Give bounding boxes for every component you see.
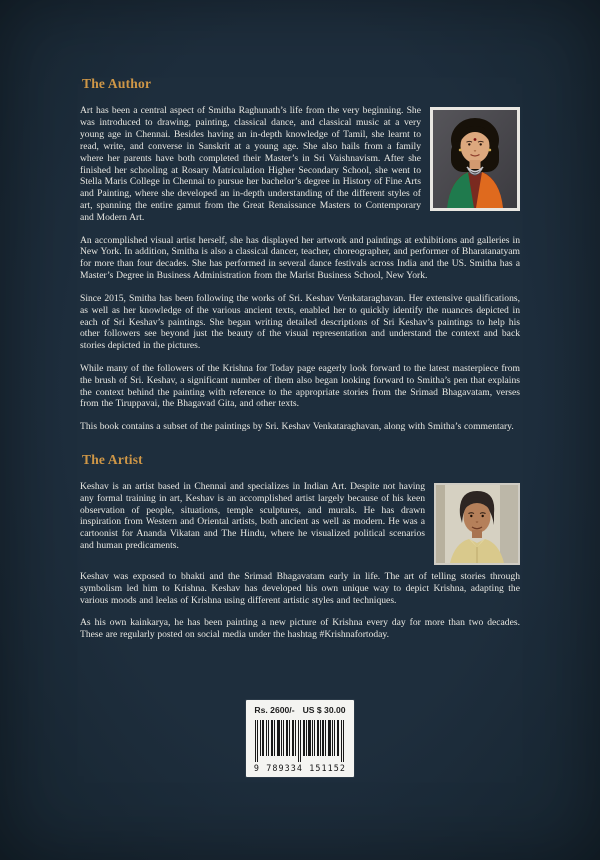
author-paragraph: While many of the followers of the Krishna for Today page eagerly look forward to the latest masterpiece from the brush of Sri. Keshav, a significant number of them also began looking forward to Smitha’s pen that explains the context behind the painting with reference to the appropriate stories from the Srimad Bhagavatam, verses from the Tiruppavai, the Bhagavad Gita, and other texts. (80, 362, 520, 410)
artist-section (80, 452, 520, 641)
artist-heading: The Artist (82, 451, 143, 467)
author-paragraph: Since 2015, Smitha has been following the works of Sri. Keshav Venkataraghavan. Her extensive qualifications, as well as her knowledge of the various ancient texts, enabled her to quickly identify the nuances depicted in each of Sri Keshav’s paintings. She began writing detailed descriptions of Sri Keshav’s paintings to help his other followers see beyond just the beauty of the visual representation and understand the context and back stories depicted in the pictures. (80, 292, 520, 352)
barcode-icon (255, 720, 345, 762)
isbn-digits: 9 789334 151152 (253, 763, 347, 773)
author-heading: The Author (82, 76, 152, 91)
cover-content (80, 76, 520, 651)
artist-paragraph: Keshav is an artist based in Chennai and specializes in Indian Art. Despite not having any formal training in art, Keshav is an accomplished artist largely because of his keen observation of people, situations, temple sculptures, and murals. He has drawn inspiration from Western and Oriental artists, both ancient as well as modern. He was a cartoonist for Ananda Vikatan and The Hindu, where he visualized political scenarios and human predicaments. (80, 480, 425, 552)
author-paragraph: This book contains a subset of the paintings by Sri. Keshav Venkataraghavan, along with Smitha’s commentary. (80, 420, 514, 432)
artist-photo-illustration (436, 485, 518, 563)
artist-paragraph: As his own kainkarya, he has been painting a new picture of Krishna every day for more than two decades. These are regularly posted on social media under the hashtag #Krishnafortoday. (80, 616, 520, 640)
author-photo (430, 107, 520, 211)
artist-intro-block (80, 481, 520, 571)
author-paragraph: Art has been a central aspect of Smitha Raghunath’s life from the very beginning. She was introduced to drawing, painting, classical dance, and classical music at a very young age in Chennai. Besides having an in-depth knowledge of Tamil, she learnt to read, write, and converse in Sanskrit at a young age. She also hails from a family where her parents have both completed their Master’s in Sri Vaishnavism. After she finished her schooling at Rosary Matriculation Higher Secondary School, she went to Stella Maris College in Chennai to pursue her bachelor’s degree in History of Fine Arts and Painting, where she developed an in-depth understanding of the different styles of art, spanning the entire gamut from the Great Renaissance Masters to Contemporary and Modern Art. (80, 105, 421, 224)
barcode-price-block (246, 700, 354, 777)
price-inr: Rs. 2600/- (254, 705, 295, 715)
price-label (252, 705, 348, 715)
author-section (80, 76, 520, 433)
author-intro-block (80, 105, 520, 235)
price-usd: US $ 30.00 (302, 705, 346, 715)
artist-photo (434, 483, 520, 565)
author-paragraph: An accomplished visual artist herself, she has displayed her artwork and paintings at exhibitions and galleries in New York. In addition, Smitha is also a classical dancer, teacher, choreographer, and performer of Bharatanatyam for more than four decades. She has performed in several dance festivals across India and the US. Smitha has a Master’s Degree in Business Administration from the Marist Business School, New York. (80, 234, 520, 282)
author-photo-illustration (433, 110, 517, 208)
artist-paragraph: Keshav was exposed to bhakti and the Srimad Bhagavatam early in life. The art of telling stories through symbolism led him to Krishna. Keshav has developed his own unique way to depict Krishna, adapting the various moods and leelas of Krishna using different artistic styles and techniques. (80, 570, 520, 606)
